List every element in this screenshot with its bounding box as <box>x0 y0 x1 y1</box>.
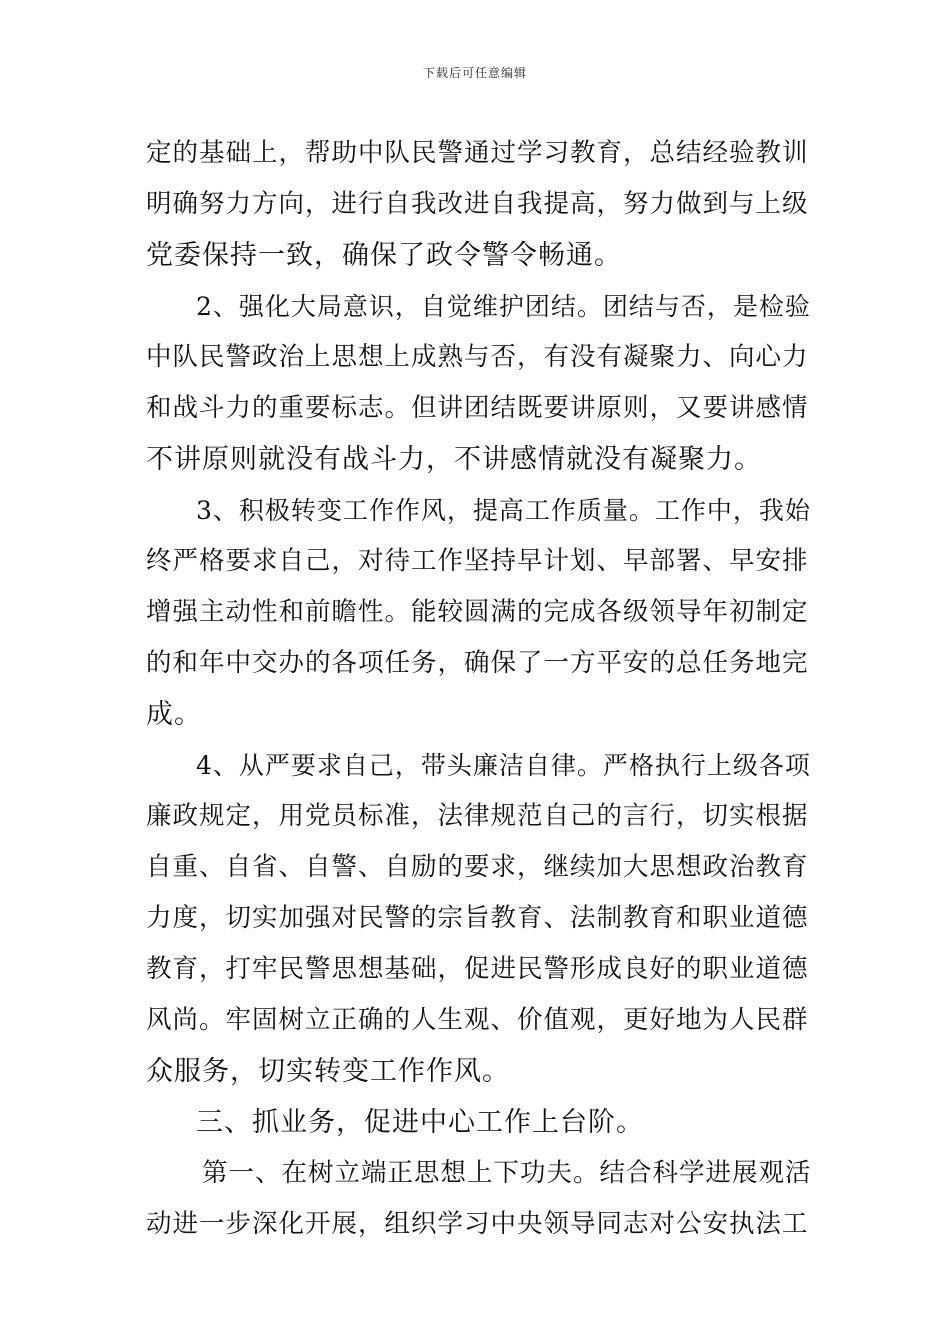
text-line: 党委保持一致，确保了政令警令畅通。 <box>146 240 622 271</box>
section-heading-line: 三、抓业务，促进中心工作上台阶。 <box>196 1107 644 1138</box>
text-line: 动进一步深化开展，组织学习中央领导同志对公安执法工 <box>146 1209 809 1239</box>
text-line: 的和年中交办的各项任务，确保了一方平安的总任务地完 <box>146 648 809 678</box>
text-line: 众服务，切实转变工作作风。 <box>146 1056 510 1087</box>
text-line: 明确努力方向，进行自我改进自我提高，努力做到与上级 <box>146 189 809 219</box>
text-line: 增强主动性和前瞻性。能较圆满的完成各级领导年初制定 <box>146 597 809 627</box>
paragraph-start-line: 2、强化大局意识，自觉维护团结。团结与否，是检验 <box>196 292 811 321</box>
text-line: 和战斗力的重要标志。但讲团结既要讲原则，又要讲感情 <box>146 393 809 423</box>
text-line: 定的基础上，帮助中队民警通过学习教育，总结经验教训 <box>146 138 809 168</box>
paragraph-start-line: 第一、在树立端正思想上下功夫。结合科学进展观活 <box>202 1158 812 1188</box>
text-line: 力度，切实加强对民警的宗旨教育、法制教育和职业道德 <box>146 903 809 933</box>
text-line: 成。 <box>146 699 202 730</box>
text-line: 终严格要求自己，对待工作坚持早计划、早部署、早安排 <box>146 546 809 576</box>
paragraph-start-line: 4、从严要求自己，带头廉洁自律。严格执行上级各项 <box>196 751 811 780</box>
text-line: 风尚。牢固树立正确的人生观、价值观，更好地为人民群 <box>146 1005 809 1035</box>
header-note: 下载后可任意编辑 <box>422 66 527 80</box>
text-line: 中队民警政治上思想上成熟与否，有没有凝聚力、向心力 <box>146 342 809 372</box>
body-text <box>146 128 816 1250</box>
text-line: 不讲原则就没有战斗力，不讲感情就没有凝聚力。 <box>146 444 762 475</box>
text-line: 自重、自省、自警、自励的要求，继续加大思想政治教育 <box>146 852 809 882</box>
paragraph-start-line: 3、积极转变工作作风，提高工作质量。工作中，我始 <box>196 496 811 525</box>
text-line: 廉政规定，用党员标准，法律规范自己的言行，切实根据 <box>146 801 809 831</box>
text-line: 教育，打牢民警思想基础，促进民警形成良好的职业道德 <box>146 954 809 984</box>
